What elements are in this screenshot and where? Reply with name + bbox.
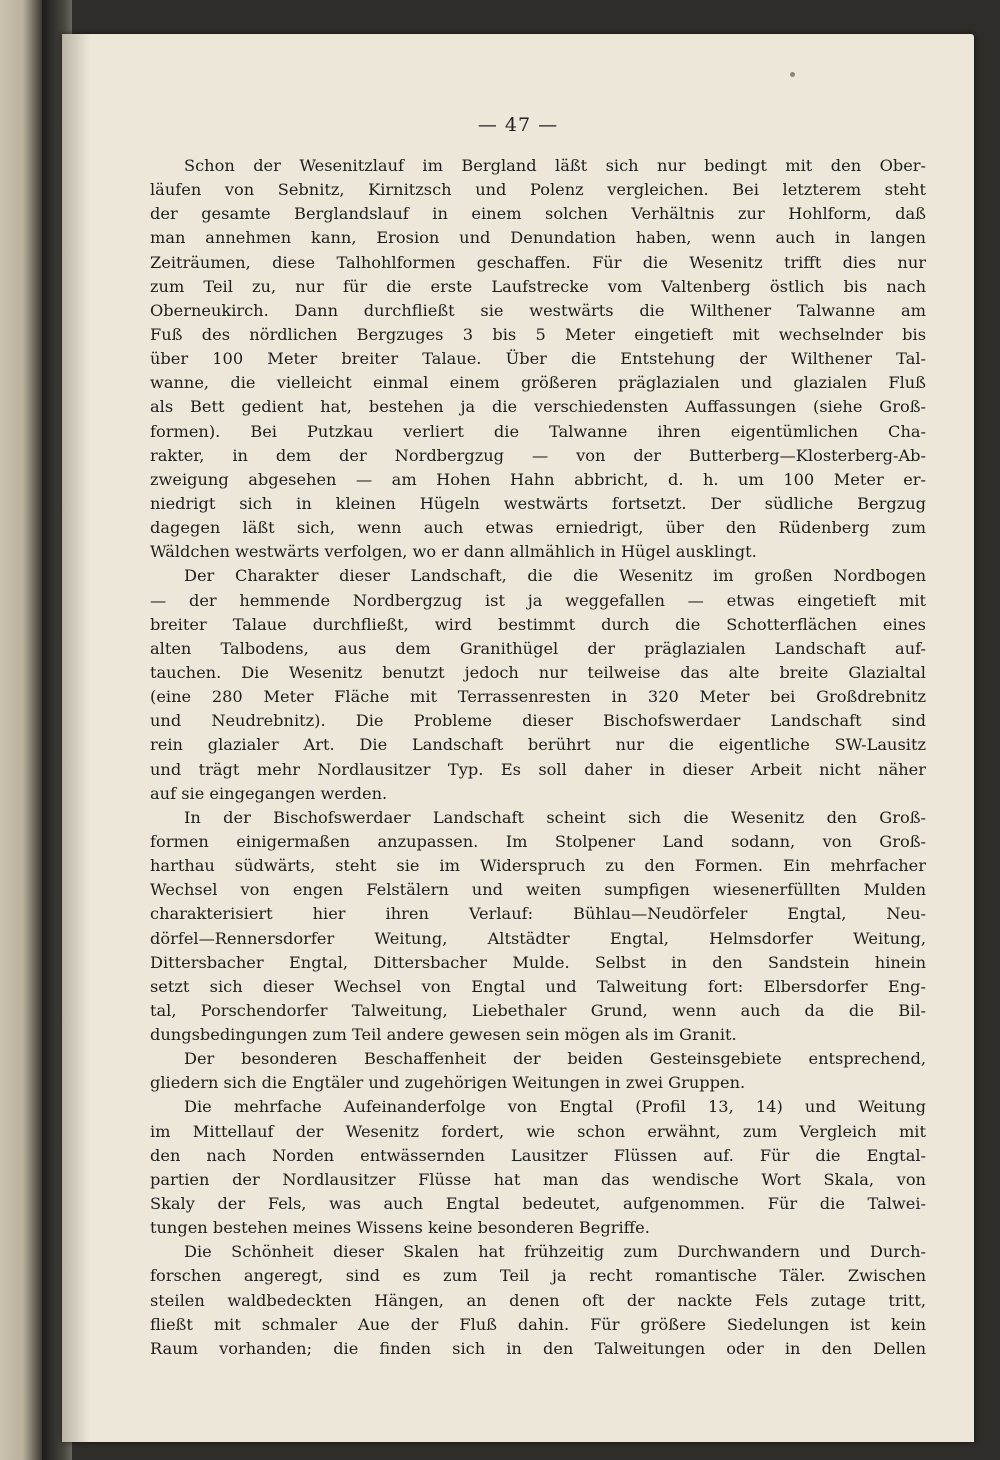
text-line: rein glazialer Art. Die Landschaft berührt nur die eigentliche SW-Lausitz: [150, 735, 926, 755]
page-number: — 47 —: [477, 114, 559, 136]
book-page: [62, 34, 974, 1442]
text-line: läufen von Sebnitz, Kirnitzsch und Polenz vergleichen. Bei letzterem steht: [150, 180, 926, 200]
text-line: auf sie eingegangen werden.: [150, 783, 388, 803]
text-line: Schon der Wesenitzlauf im Bergland läßt sich nur bedingt mit den Ober-: [184, 156, 926, 175]
text-line: charakterisiert hier ihren Verlauf: Bühlau—Neudörfeler Engtal, Neu-: [150, 904, 926, 924]
text-line: tauchen. Die Wesenitz benutzt jedoch nur teilweise das alte breite Glazialtal: [150, 662, 926, 682]
text-line: Die mehrfache Aufeinanderfolge von Engtal (Profil 13, 14) und Weitung: [184, 1097, 926, 1117]
text-line: formen einigermaßen anzupassen. Im Stolpener Land sodann, von Groß-: [150, 831, 926, 851]
text-line: Dittersbacher Engtal, Dittersbacher Mulde. Selbst in den Sandstein hinein: [150, 952, 926, 972]
text-line: setzt sich dieser Wechsel von Engtal und Talweitung fort: Elbersdorfer Eng-: [150, 976, 926, 996]
text-line: In der Bischofswerdaer Landschaft scheint sich die Wesenitz den Groß-: [184, 807, 926, 827]
text-line: niedrigt sich in kleinen Hügeln westwärts fortsetzt. Der südliche Bergzug: [150, 493, 926, 513]
text-line: und trägt mehr Nordlausitzer Typ. Es soll daher in dieser Arbeit nicht näher: [150, 759, 926, 779]
text-line: und Neudrebnitz). Die Probleme dieser Bischofswerdaer Landschaft sind: [150, 711, 926, 731]
text-line: harthau südwärts, steht sie im Widerspruch zu den Formen. Ein mehrfacher: [150, 856, 926, 876]
text-line: breiter Talaue durchfließt, wird bestimmt durch die Schotterflächen eines: [150, 614, 926, 634]
text-line: Wechsel von engen Felstälern und weiten sumpfigen wiesenerfüllten Mulden: [150, 880, 926, 900]
text-line: fließt mit schmaler Aue der Fluß dahin. Für größere Siedelungen ist kein: [150, 1314, 926, 1334]
text-line: alten Talbodens, aus dem Granithügel der präglazialen Landschaft auf-: [150, 638, 926, 658]
text-line: als Bett gedient hat, bestehen ja die verschiedensten Auffassungen (siehe Groß-: [150, 397, 926, 417]
text-line: tal, Porschendorfer Talweitung, Liebethaler Grund, wenn auch da die Bil-: [150, 1000, 926, 1020]
text-line: Der Charakter dieser Landschaft, die die Wesenitz im großen Nordbogen: [184, 566, 926, 586]
text-line: dungsbedingungen zum Teil andere gewesen sein mögen als im Granit.: [150, 1025, 737, 1045]
text-line: zum Teil zu, nur für die erste Laufstrecke vom Valtenberg östlich bis nach: [150, 276, 926, 296]
body-text: [150, 154, 926, 1361]
text-line: (eine 280 Meter Fläche mit Terrassenresten in 320 Meter bei Großdrebnitz: [150, 687, 926, 707]
text-line: der gesamte Berglandslauf in einem solchen Verhältnis zur Hohlform, daß: [150, 204, 926, 224]
text-line: formen). Bei Putzkau verliert die Talwanne ihren eigentümlichen Cha-: [150, 421, 926, 441]
text-line: Wäldchen westwärts verfolgen, wo er dann allmählich in Hügel ausklingt.: [150, 542, 757, 562]
text-line: partien der Nordlausitzer Flüsse hat man das wendische Wort Skala, von: [150, 1169, 926, 1189]
text-line: Oberneukirch. Dann durchfließt sie westwärts die Wilthener Talwanne am: [150, 300, 926, 320]
text-line: Fuß des nördlichen Bergzuges 3 bis 5 Meter eingetieft mit wechselnder bis: [150, 324, 926, 344]
paper-spot: [790, 72, 795, 77]
previous-page-edge: [0, 0, 42, 1460]
text-line: zweigung abgesehen — am Hohen Hahn abbricht, d. h. um 100 Meter er-: [150, 469, 926, 489]
text-line: dörfel—Rennersdorfer Weitung, Altstädter Engtal, Helmsdorfer Weitung,: [150, 928, 926, 948]
text-line: tungen bestehen meines Wissens keine besonderen Begriffe.: [150, 1218, 650, 1238]
text-line: rakter, in dem der Nordbergzug — von der Butterberg—Klosterberg-Ab-: [150, 445, 926, 465]
text-line: steilen waldbedeckten Hängen, an denen oft der nackte Fels zutage tritt,: [150, 1290, 926, 1310]
text-line: wanne, die vielleicht einmal einem größeren präglazialen und glazialen Fluß: [150, 373, 926, 393]
text-line: den nach Norden entwässernden Lausitzer Flüssen auf. Für die Engtal-: [150, 1145, 926, 1165]
text-line: gliedern sich die Engtäler und zugehörigen Weitungen in zwei Gruppen.: [150, 1073, 746, 1093]
text-line: forschen angeregt, sind es zum Teil ja recht romantische Täler. Zwischen: [150, 1266, 926, 1286]
text-line: Skaly der Fels, was auch Engtal bedeutet, aufgenommen. Für die Talwei-: [150, 1194, 926, 1214]
text-line: dagegen läßt sich, wenn auch etwas erniedrigt, über den Rüdenberg zum: [150, 518, 926, 538]
text-line: im Mittellauf der Wesenitz fordert, wie schon erwähnt, zum Vergleich mit: [150, 1121, 926, 1141]
text-line: Der besonderen Beschaffenheit der beiden Gesteinsgebiete entsprechend,: [184, 1049, 926, 1069]
text-line: — der hemmende Nordbergzug ist ja weggefallen — etwas eingetieft mit: [150, 590, 926, 610]
text-line: Zeiträumen, diese Talhohlformen geschaffen. Für die Wesenitz trifft dies nur: [150, 252, 926, 272]
text-line: man annehmen kann, Erosion und Denundation haben, wenn auch in langen: [150, 228, 926, 248]
text-line: Raum vorhanden; die finden sich in den Talweitungen oder in den Dellen: [150, 1338, 926, 1358]
text-line: Die Schönheit dieser Skalen hat frühzeitig zum Durchwandern und Durch-: [184, 1242, 926, 1262]
text-line: über 100 Meter breiter Talaue. Über die Entstehung der Wilthener Tal-: [150, 349, 926, 369]
